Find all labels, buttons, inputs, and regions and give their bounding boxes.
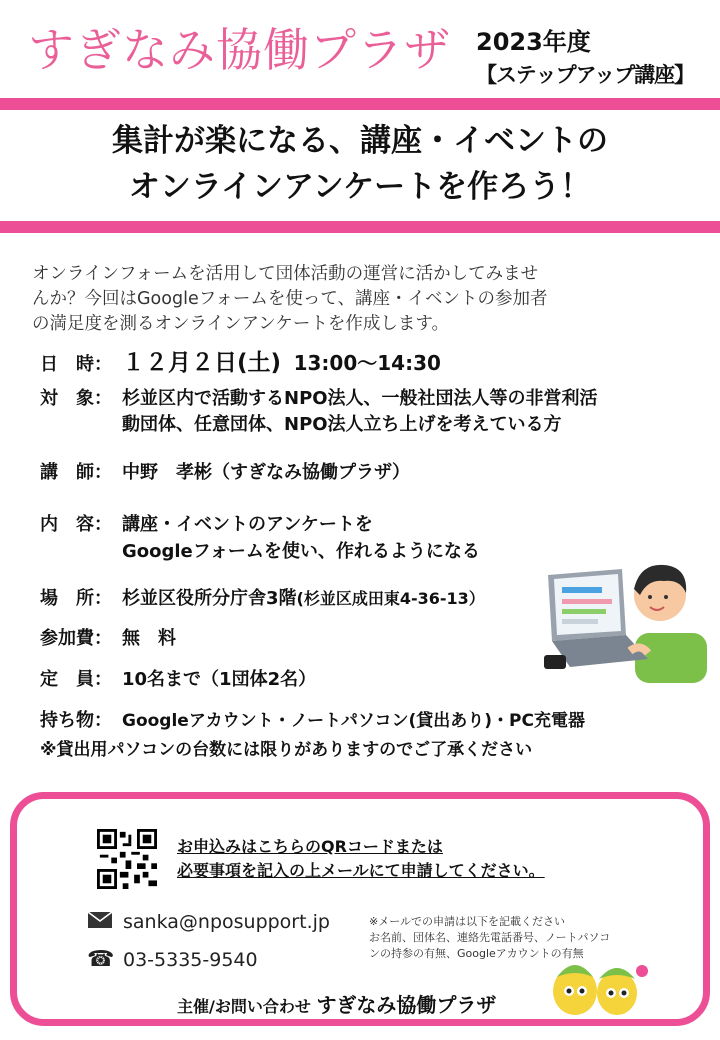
series-label: 【ステップアップ講座】	[476, 63, 695, 87]
target-value: 杉並区内で活動するNPO法人、一般社団法人等の非営利活	[122, 388, 598, 409]
place-address: (杉並区成田東4-36-13）	[296, 589, 485, 608]
year-box	[476, 22, 712, 89]
headline-line1: 集計が楽になる、講座・イベントの	[112, 123, 608, 159]
phone-shape	[544, 655, 566, 669]
email-row[interactable]	[87, 911, 330, 933]
capacity-label: 定 員：	[40, 669, 112, 690]
mascot-illustration	[545, 957, 655, 1017]
bottom-band	[0, 221, 720, 233]
bring-note: ※貸出用パソコンの台数には限りがありますのでご了承ください	[40, 740, 533, 760]
apply-instructions	[177, 835, 545, 883]
fee-value: 無 料	[122, 628, 176, 649]
fee-label: 参加費：	[40, 628, 112, 649]
phone-number: 03-5335-9540	[123, 949, 258, 971]
mail-icon	[87, 911, 113, 933]
content-label: 内 容：	[40, 514, 112, 535]
phone-row	[87, 947, 258, 972]
content-cont: Googleフォームを使い、作れるようになる	[122, 541, 480, 562]
top-band	[0, 98, 720, 110]
mail-note-line: ンの持参の有無、Googleアカウントの有無	[369, 947, 584, 960]
headline	[0, 118, 720, 210]
bring-label: 持ち物：	[40, 710, 112, 731]
time-value: 13:00～14:30	[293, 351, 441, 375]
intro-line: の満足度を測るオンラインアンケートを作成します。	[32, 314, 450, 334]
lecturer-value: 中野 孝彬（すぎなみ協働プラザ）	[122, 462, 410, 483]
bring-row	[40, 708, 585, 734]
organizer-name: すぎなみ協働プラザ	[316, 993, 497, 1017]
phone-icon: ☎	[87, 947, 115, 972]
date-label: 日 時：	[40, 354, 112, 375]
mail-note	[369, 914, 669, 962]
place-row	[40, 586, 485, 612]
organizer-label: 主催/お問い合わせ	[177, 997, 311, 1016]
application-box	[10, 792, 710, 1026]
intro-text	[32, 262, 672, 337]
person-laptop-illustration	[540, 555, 710, 685]
qr-code[interactable]	[97, 829, 157, 889]
date-value: １２月２日(土)	[122, 350, 282, 376]
apply-line2: 必要事項を記入の上メールにて申請してください。	[177, 861, 545, 880]
mail-note-line: ※メールでの申請は以下を記載ください	[369, 915, 565, 928]
fee-row	[40, 626, 176, 652]
apply-line1: お申込みはこちらのQRコードまたは	[177, 837, 443, 856]
year-label: 2023年度	[476, 28, 591, 56]
intro-line: んか？今回はGoogleフォームを使って、講座・イベントの参加者	[32, 289, 548, 309]
date-row	[40, 350, 441, 378]
brand-title: すぎなみ協働プラザ	[28, 23, 451, 77]
content-value: 講座・イベントのアンケートを	[122, 514, 373, 535]
lecturer-label: 講 師：	[40, 462, 112, 483]
lecturer-row	[40, 460, 410, 486]
content-row	[40, 512, 373, 538]
target-label: 対 象：	[40, 388, 112, 409]
target-row	[40, 386, 598, 412]
intro-line: オンラインフォームを活用して団体活動の運営に活かしてみませ	[32, 264, 539, 284]
organizer	[177, 989, 496, 1018]
place-label: 場 所：	[40, 588, 112, 609]
mail-note-line: お名前、団体名、連絡先電話番号、ノートパソコ	[369, 931, 611, 944]
headline-line2: オンラインアンケートを作ろう！	[128, 169, 592, 205]
target-cont: 動団体、任意団体、NPO法人立ち上げを考えている方	[122, 414, 562, 435]
capacity-row	[40, 667, 316, 693]
email-link[interactable]: sanka@nposupport.jp	[123, 911, 330, 933]
capacity-value: 10名まで（1団体2名）	[122, 669, 317, 690]
bring-value: Googleアカウント・ノートパソコン(貸出あり)・PC充電器	[122, 711, 585, 731]
place-value: 杉並区役所分庁舎3階	[122, 588, 297, 609]
